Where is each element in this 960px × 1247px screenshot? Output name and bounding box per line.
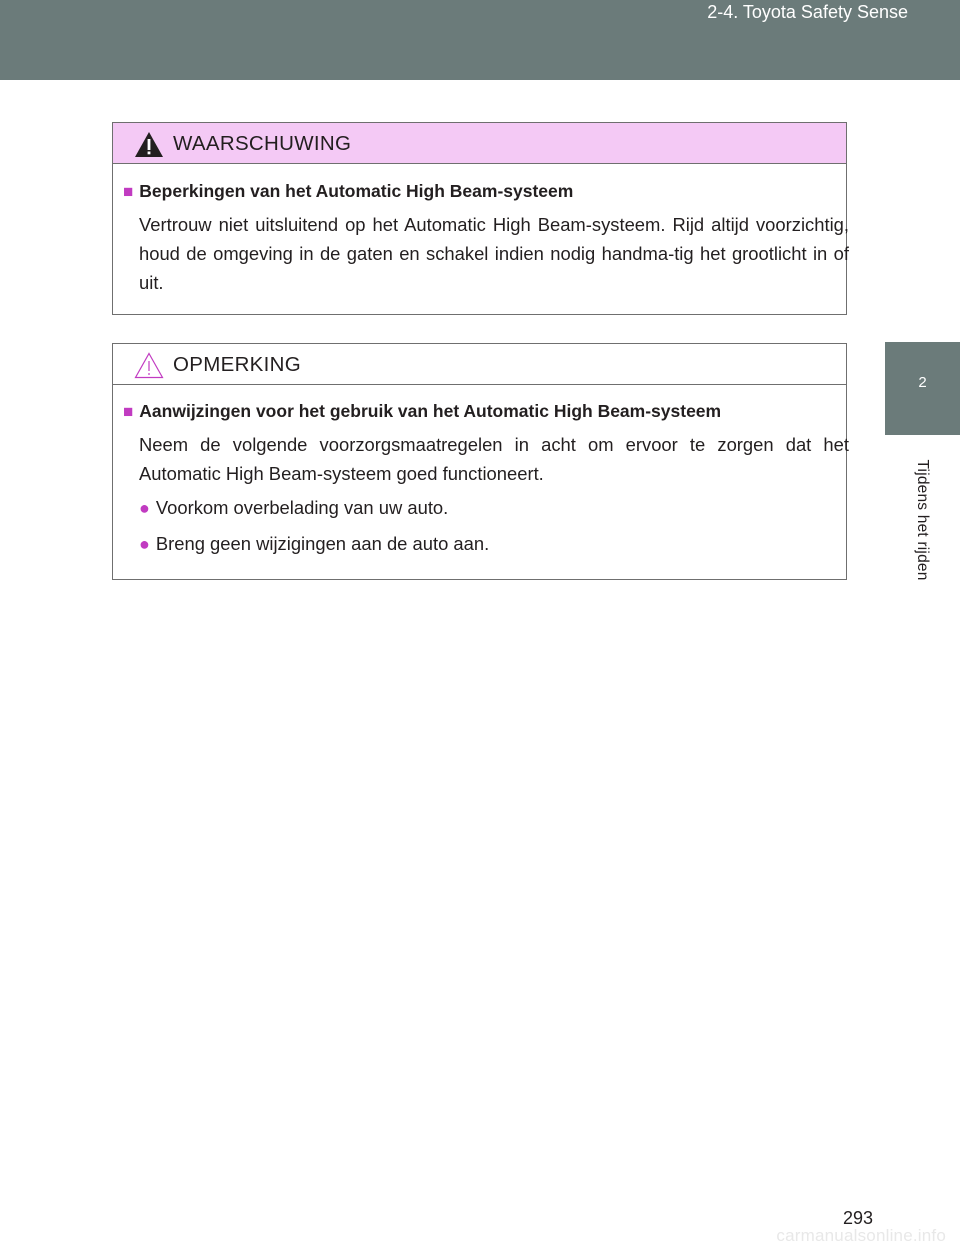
page-number: 293 xyxy=(843,1208,874,1228)
note-heading-text: Aanwijzingen voor het gebruik van het Automatic High Beam-systeem xyxy=(139,401,722,421)
list-item xyxy=(139,497,448,519)
warning-header xyxy=(113,123,846,164)
note-header xyxy=(113,344,846,385)
warning-paragraph: Vertrouw niet uitsluitend op het Automatic High Beam-systeem. Rijd altijd voorzichtig, houd de omgeving in de gaten en schakel indien nodig handma-tig het grootlicht in of uit. xyxy=(139,214,849,293)
bullet-dot-icon: ● xyxy=(139,534,150,554)
square-bullet-icon: ■ xyxy=(123,182,134,201)
chapter-number: 2 xyxy=(918,374,927,391)
watermark: carmanualsonline.info xyxy=(776,1226,946,1245)
warning-heading-text: Beperkingen van het Automatic High Beam-systeem xyxy=(139,181,574,201)
bullet-dot-icon: ● xyxy=(139,498,150,518)
note-box xyxy=(112,343,847,580)
list-item-text: Voorkom overbelading van uw auto. xyxy=(155,497,449,518)
warning-triangle-filled-icon xyxy=(134,131,164,158)
warning-triangle-outline-icon xyxy=(134,352,164,379)
note-title: OPMERKING xyxy=(173,353,301,376)
warning-heading xyxy=(123,181,573,202)
list-item-text: Breng geen wijzigingen aan de auto aan. xyxy=(155,533,490,554)
chapter-label: Tijdens het rijden xyxy=(914,459,931,581)
note-paragraph: Neem de volgende voorzorgsmaatregelen in acht om ervoor te zorgen dat het Automatic High Beam-systeem goed functioneert. xyxy=(139,434,849,484)
warning-box xyxy=(112,122,847,315)
warning-title: WAARSCHUWING xyxy=(173,132,352,155)
square-bullet-icon: ■ xyxy=(123,402,134,421)
chapter-tab xyxy=(885,342,960,435)
section-title: 2-4. Toyota Safety Sense xyxy=(707,2,908,22)
header-bar xyxy=(0,0,960,80)
note-heading xyxy=(123,401,721,422)
list-item xyxy=(139,533,489,555)
